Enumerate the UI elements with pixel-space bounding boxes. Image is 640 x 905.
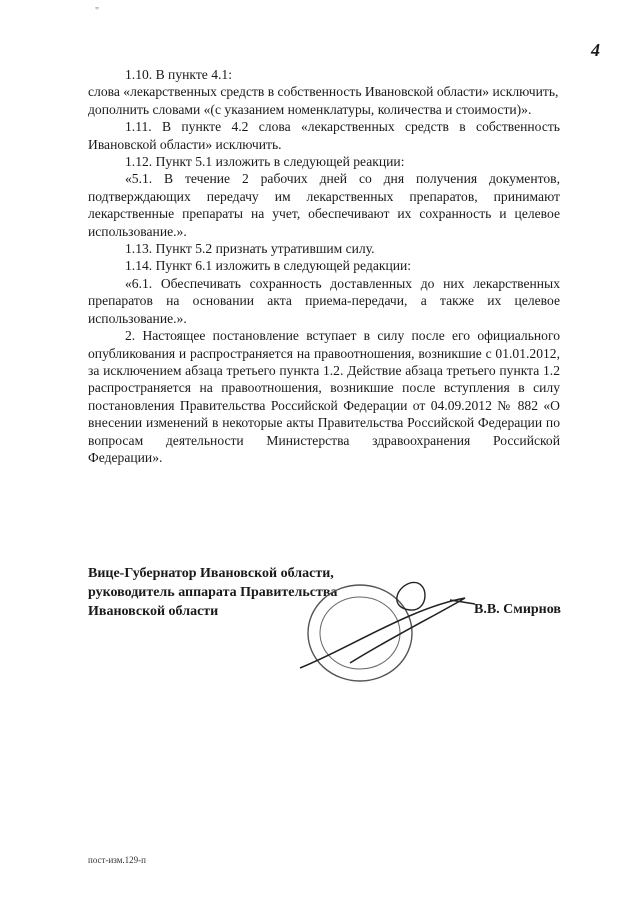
signature-tail [450,600,475,604]
paragraph: 2. Настоящее постановление вступает в силу после его официального опубликования и распространяется на правоотношения, возникшие с 01.01.2012, за исключением абзаца третьего пункта 1.2. Действие абзаца третьего пункта 1.2 распространяется на правоотношения, возникшие после вступления в силу постановления Правительства Российской Федерации от 04.09.2012 № 882 «О внесении изменений в некоторые акты Правительства Российской Федерации по вопросам деятельности Министерства здравоохранения Российской Федерации». [88,328,560,465]
signatory-title-line: Ивановской области [88,604,219,619]
paragraph: дополнить словами «(с указанием номенклатуры, количества и стоимости)». [88,101,532,117]
paragraph: «6.1. Обеспечивать сохранность доставленных до них лекарственных препаратов на основании акта приема-передачи, а также их целевое использование.». [88,275,560,326]
signatory-title-line: руководитель аппарата Правительства [88,585,338,600]
signatory-name: В.В. Смирнов [474,602,561,617]
paragraph: слова «лекарственных средств в собственность Ивановской области» исключить, [88,84,559,100]
paragraph: 1.12. Пункт 5.1 изложить в следующей реакции: [125,154,405,170]
signature-stroke [300,598,465,668]
scan-mark: " [95,6,100,17]
paragraph: 1.13. Пункт 5.2 признать утратившим силу. [125,241,375,257]
page-number: 4 [591,40,600,60]
paragraph: «5.1. В течение 2 рабочих дней со дня получения документов, подтверждающих передачу им лекарственных препаратов, принимают лекарственные препараты на учет, обеспечивают их сохранность и целевое использование.». [88,171,560,239]
document-body [88,66,560,466]
stamp-inner-ring [320,597,400,669]
paragraph: 1.14. Пункт 6.1 изложить в следующей редакции: [125,258,412,274]
signatory-title-line: Вице-Губернатор Ивановской области, [88,566,334,581]
paragraph: 1.10. В пункте 4.1: [125,67,232,82]
official-stamp-icon [290,568,480,688]
footer-code: пост-изм.129-п [88,855,146,865]
paragraph: 1.11. В пункте 4.2 слова «лекарственных средств в собственность Ивановской области» исключить. [88,119,560,152]
signature-loop [397,582,425,610]
